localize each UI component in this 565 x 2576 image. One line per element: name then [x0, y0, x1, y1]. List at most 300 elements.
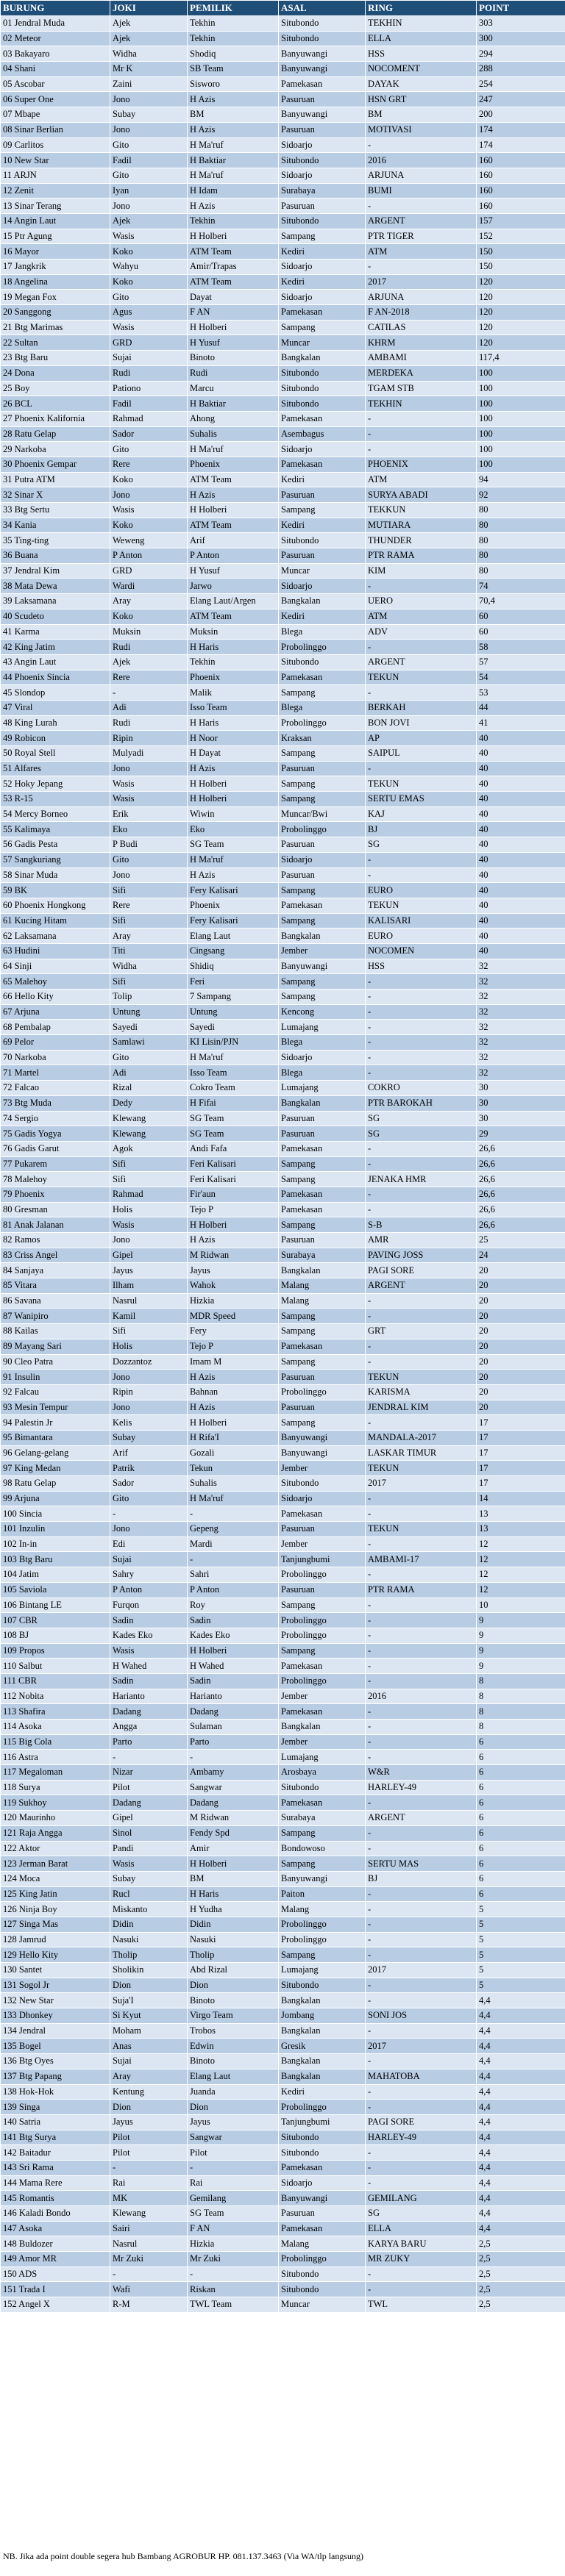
cell-pemilik: KI Lisin/PJN [188, 1035, 279, 1051]
table-row [1, 1370, 565, 1385]
cell-ring: - [366, 1917, 477, 1932]
cell-asal: Malang [279, 1902, 366, 1917]
cell-ring: - [366, 1932, 477, 1947]
table-row [1, 1004, 565, 1020]
cell-asal: Sidoarjo [279, 137, 366, 153]
cell-joki: Tholip [110, 1947, 188, 1963]
cell-point: 40 [477, 867, 565, 883]
cell-ring: - [366, 1035, 477, 1051]
cell-asal: Kencong [279, 1004, 366, 1020]
cell-ring: MANDALA-2017 [366, 1430, 477, 1445]
cell-burung: 152 Angel X [1, 2297, 110, 2313]
cell-joki: Sujai [110, 2054, 188, 2069]
cell-pemilik: Fery Kalisari [188, 913, 279, 929]
cell-point: 14 [477, 1491, 565, 1506]
cell-joki: Aray [110, 929, 188, 944]
table-row [1, 1506, 565, 1522]
cell-ring: TEKHIN [366, 396, 477, 412]
cell-point: 6 [477, 1734, 565, 1750]
cell-burung: 74 Sergio [1, 1111, 110, 1126]
cell-point: 4,4 [477, 2130, 565, 2145]
cell-burung: 05 Ascobar [1, 76, 110, 92]
cell-burung: 73 Btg Muda [1, 1095, 110, 1111]
cell-asal: Lumajang [279, 1020, 366, 1035]
cell-pemilik: Roy [188, 1598, 279, 1613]
cell-ring: JENDRAL KIM [366, 1400, 477, 1415]
cell-point: 32 [477, 1065, 565, 1081]
cell-ring: - [366, 761, 477, 776]
table-row [1, 1309, 565, 1324]
cell-ring: 2017 [366, 1476, 477, 1492]
cell-ring: TEKUN [366, 776, 477, 792]
cell-pemilik: Tekhin [188, 654, 279, 670]
cell-burung: 32 Sinar X [1, 487, 110, 503]
cell-point: 160 [477, 183, 565, 198]
table-row [1, 1704, 565, 1720]
table-row [1, 198, 565, 214]
cell-pemilik: H Ma'ruf [188, 1050, 279, 1065]
table-row [1, 1567, 565, 1583]
table-row [1, 2145, 565, 2161]
cell-asal: Bangkalan [279, 1720, 366, 1735]
cell-asal: Bangkalan [279, 1095, 366, 1111]
cell-pemilik: Binoto [188, 1993, 279, 2008]
cell-pemilik: Cingsang [188, 943, 279, 959]
cell-pemilik: Muksin [188, 624, 279, 640]
cell-joki: Gito [110, 290, 188, 305]
cell-point: 6 [477, 1886, 565, 1902]
table-row [1, 365, 565, 381]
cell-ring: - [366, 2282, 477, 2297]
cell-joki: Rucl [110, 1886, 188, 1902]
table-row [1, 563, 565, 579]
cell-point: 30 [477, 1095, 565, 1111]
table-row [1, 1659, 565, 1674]
table-row [1, 929, 565, 944]
cell-asal: Situbondo [279, 533, 366, 548]
cell-ring: GRT [366, 1324, 477, 1339]
cell-pemilik: H Yusuf [188, 563, 279, 579]
cell-asal: Probolinggo [279, 2252, 366, 2267]
cell-joki: P Anton [110, 1582, 188, 1598]
cell-asal: Muncar [279, 2297, 366, 2313]
cell-ring: - [366, 1825, 477, 1841]
cell-pemilik: H Azis [188, 1400, 279, 1415]
table-row [1, 1765, 565, 1781]
cell-point: 12 [477, 1567, 565, 1583]
cell-point: 5 [477, 1917, 565, 1932]
cell-point: 20 [477, 1278, 565, 1294]
cell-burung: 99 Arjuna [1, 1491, 110, 1506]
cell-burung: 126 Ninja Boy [1, 1902, 110, 1917]
table-row [1, 2297, 565, 2313]
cell-burung: 137 Btg Papang [1, 2069, 110, 2084]
cell-point: 32 [477, 1020, 565, 1035]
header-burung: BURUNG [1, 1, 110, 16]
cell-ring: HARLEY-49 [366, 1780, 477, 1795]
cell-point: 152 [477, 229, 565, 244]
cell-joki: Wahyu [110, 260, 188, 275]
cell-asal: Situbondo [279, 381, 366, 396]
cell-ring: PTR RAMA [366, 548, 477, 564]
cell-ring: - [366, 442, 477, 457]
cell-ring: - [366, 852, 477, 867]
cell-point: 4,4 [477, 2114, 565, 2130]
cell-pemilik: H Azis [188, 761, 279, 776]
cell-point: 12 [477, 1536, 565, 1552]
cell-asal: Sidoarjo [279, 290, 366, 305]
table-row [1, 244, 565, 260]
cell-asal: Sidoarjo [279, 168, 366, 183]
header-row [1, 1, 565, 16]
table-row [1, 2039, 565, 2054]
cell-burung: 69 Pelor [1, 1035, 110, 1051]
cell-point: 30 [477, 1111, 565, 1126]
cell-burung: 10 New Star [1, 153, 110, 168]
cell-asal: Probolinggo [279, 1932, 366, 1947]
table-row [1, 2221, 565, 2236]
table-row [1, 1430, 565, 1445]
cell-asal: Bangkalan [279, 2069, 366, 2084]
cell-joki: Rere [110, 457, 188, 472]
cell-point: 100 [477, 396, 565, 412]
table-row [1, 959, 565, 974]
cell-pemilik: H Haris [188, 1886, 279, 1902]
cell-joki: Koko [110, 518, 188, 533]
cell-joki: Wasis [110, 1643, 188, 1659]
cell-point: 4,4 [477, 2100, 565, 2115]
cell-pemilik: Ambamy [188, 1765, 279, 1781]
cell-point: 20 [477, 1309, 565, 1324]
cell-asal: Jombang [279, 2008, 366, 2024]
cell-ring: MERDEKA [366, 365, 477, 381]
table-row [1, 1278, 565, 1294]
cell-joki: Jono [110, 1370, 188, 1385]
cell-ring: - [366, 1704, 477, 1720]
cell-asal: Pasuruan [279, 198, 366, 214]
cell-burung: 122 Aktor [1, 1841, 110, 1856]
cell-joki: Kades Eko [110, 1628, 188, 1643]
cell-pemilik: Gemilang [188, 2191, 279, 2206]
cell-ring: - [366, 685, 477, 701]
cell-burung: 47 Viral [1, 700, 110, 715]
cell-joki: Rudi [110, 640, 188, 655]
cell-point: 80 [477, 533, 565, 548]
cell-burung: 64 Sinji [1, 959, 110, 974]
cell-point: 53 [477, 685, 565, 701]
header-ring: RING [366, 1, 477, 16]
cell-ring: - [366, 1065, 477, 1081]
cell-pemilik: P Anton [188, 1582, 279, 1598]
cell-point: 40 [477, 883, 565, 898]
cell-asal: Surabaya [279, 1248, 366, 1263]
cell-asal: Sampang [279, 792, 366, 807]
cell-pemilik: Wahok [188, 1278, 279, 1294]
cell-joki: Jono [110, 867, 188, 883]
table-row [1, 1795, 565, 1811]
cell-ring: CATILAS [366, 320, 477, 335]
cell-burung: 95 Bimantara [1, 1430, 110, 1445]
table-row [1, 2023, 565, 2039]
cell-asal: Lumajang [279, 1081, 366, 1096]
cell-joki: Untung [110, 1004, 188, 1020]
cell-point: 4,4 [477, 2160, 565, 2175]
cell-burung: 71 Martel [1, 1065, 110, 1081]
cell-point: 25 [477, 1233, 565, 1248]
table-row [1, 685, 565, 701]
cell-joki: Parto [110, 1734, 188, 1750]
table-row [1, 640, 565, 655]
cell-pemilik: Amir/Trapas [188, 260, 279, 275]
cell-asal: Paiton [279, 1886, 366, 1902]
table-row [1, 1248, 565, 1263]
table-row [1, 2252, 565, 2267]
cell-point: 4,4 [477, 2206, 565, 2222]
cell-ring: BJ [366, 1871, 477, 1886]
cell-asal: Bangkalan [279, 929, 366, 944]
cell-point: 5 [477, 1902, 565, 1917]
cell-joki: Jayus [110, 2114, 188, 2130]
cell-ring: - [366, 2160, 477, 2175]
cell-pemilik: H Idam [188, 183, 279, 198]
table-row [1, 1126, 565, 1142]
cell-burung: 53 R-15 [1, 792, 110, 807]
cell-pemilik: H Azis [188, 487, 279, 503]
cell-pemilik: Sulaman [188, 1720, 279, 1735]
cell-burung: 103 Btg Baru [1, 1552, 110, 1567]
header-point: POINT [477, 1, 565, 16]
cell-burung: 100 Sincia [1, 1506, 110, 1522]
table-row [1, 1156, 565, 1172]
cell-ring: - [366, 1156, 477, 1172]
cell-asal: Lumajang [279, 1963, 366, 1978]
cell-asal: Kediri [279, 609, 366, 624]
cell-asal: Kediri [279, 472, 366, 487]
cell-asal: Pasuruan [279, 2206, 366, 2222]
cell-pemilik: H Azis [188, 1370, 279, 1385]
cell-joki: Sifi [110, 883, 188, 898]
cell-point: 40 [477, 913, 565, 929]
table-row [1, 1825, 565, 1841]
cell-burung: 108 BJ [1, 1628, 110, 1643]
cell-burung: 89 Mayang Sari [1, 1339, 110, 1354]
cell-joki: Agus [110, 305, 188, 321]
cell-pemilik: Kades Eko [188, 1628, 279, 1643]
cell-asal: Sampang [279, 320, 366, 335]
cell-point: 200 [477, 107, 565, 123]
cell-joki: Sayedi [110, 1020, 188, 1035]
cell-ring: F AN-2018 [366, 305, 477, 321]
table-row [1, 1811, 565, 1826]
cell-pemilik: H Noor [188, 731, 279, 746]
cell-burung: 86 Savana [1, 1293, 110, 1309]
cell-point: 26,6 [477, 1217, 565, 1233]
cell-asal: Pamekasan [279, 411, 366, 426]
cell-burung: 131 Sogol Jr [1, 1978, 110, 1993]
cell-ring: DAYAK [366, 76, 477, 92]
cell-pemilik: Mardi [188, 1536, 279, 1552]
cell-burung: 119 Sukhoy [1, 1795, 110, 1811]
cell-burung: 54 Mercy Borneo [1, 806, 110, 822]
cell-joki: Wasis [110, 320, 188, 335]
table-row [1, 2008, 565, 2024]
cell-joki: Rizal [110, 1081, 188, 1096]
cell-asal: Kediri [279, 2084, 366, 2100]
cell-pemilik: H Holberi [188, 1415, 279, 1431]
cell-pemilik: Suhalis [188, 1476, 279, 1492]
cell-asal: Sampang [279, 1354, 366, 1370]
cell-ring: TEKKUN [366, 503, 477, 518]
table-row [1, 426, 565, 442]
cell-asal: Sampang [279, 1156, 366, 1172]
cell-burung: 37 Jendral Kim [1, 563, 110, 579]
cell-pemilik: Harianto [188, 1689, 279, 1704]
header-joki: JOKI [110, 1, 188, 16]
cell-burung: 145 Romantis [1, 2191, 110, 2206]
cell-burung: 30 Phoenix Gempar [1, 457, 110, 472]
table-row [1, 1552, 565, 1567]
cell-joki: GRD [110, 563, 188, 579]
cell-pemilik: BM [188, 107, 279, 123]
cell-point: 9 [477, 1613, 565, 1628]
cell-joki: Pilot [110, 1780, 188, 1795]
cell-pemilik: Isso Team [188, 700, 279, 715]
cell-ring: - [366, 1659, 477, 1674]
cell-pemilik: MDR Speed [188, 1309, 279, 1324]
cell-joki: Iyan [110, 183, 188, 198]
cell-pemilik: ATM Team [188, 472, 279, 487]
table-row [1, 1415, 565, 1431]
cell-asal: Pamekasan [279, 305, 366, 321]
cell-pemilik: Juanda [188, 2084, 279, 2100]
cell-ring: KARYA BARU [366, 2236, 477, 2252]
table-row [1, 1461, 565, 1476]
cell-burung: 147 Asoka [1, 2221, 110, 2236]
cell-joki: Koko [110, 274, 188, 290]
cell-burung: 16 Mayor [1, 244, 110, 260]
cell-asal: Sidoarjo [279, 260, 366, 275]
table-row [1, 1050, 565, 1065]
table-row [1, 1932, 565, 1947]
cell-burung: 83 Criss Angel [1, 1248, 110, 1263]
cell-ring: - [366, 1293, 477, 1309]
cell-point: 80 [477, 548, 565, 564]
cell-burung: 81 Anak Jalanan [1, 1217, 110, 1233]
cell-ring: ELLA [366, 2221, 477, 2236]
cell-joki: Dedy [110, 1095, 188, 1111]
cell-joki: Nizar [110, 1765, 188, 1781]
cell-burung: 142 Baitadur [1, 2145, 110, 2161]
cell-point: 17 [477, 1476, 565, 1492]
cell-ring: - [366, 1567, 477, 1583]
cell-ring: 2016 [366, 153, 477, 168]
cell-burung: 67 Arjuna [1, 1004, 110, 1020]
cell-ring: ARGENT [366, 1811, 477, 1826]
cell-ring: GEMILANG [366, 2191, 477, 2206]
cell-point: 26,6 [477, 1187, 565, 1202]
cell-ring: - [366, 260, 477, 275]
cell-pemilik: Dion [188, 1978, 279, 1993]
cell-point: 160 [477, 198, 565, 214]
table-row [1, 472, 565, 487]
cell-ring: AMBAMI [366, 351, 477, 366]
cell-asal: Sidoarjo [279, 442, 366, 457]
cell-asal: Sidoarjo [279, 1050, 366, 1065]
cell-burung: 09 Carlitos [1, 137, 110, 153]
table-row [1, 1233, 565, 1248]
table-row [1, 1400, 565, 1415]
cell-asal: Pasuruan [279, 761, 366, 776]
table-row [1, 700, 565, 715]
cell-asal: Pasuruan [279, 867, 366, 883]
cell-joki: Pationo [110, 381, 188, 396]
cell-joki: Dion [110, 1978, 188, 1993]
cell-asal: Banyuwangi [279, 46, 366, 62]
table-row [1, 715, 565, 731]
cell-joki: Subay [110, 1871, 188, 1886]
cell-point: 32 [477, 959, 565, 974]
table-row [1, 274, 565, 290]
cell-burung: 120 Maurinho [1, 1811, 110, 1826]
cell-asal: Pasuruan [279, 1582, 366, 1598]
cell-joki: Mr Zuki [110, 2252, 188, 2267]
cell-burung: 140 Satria [1, 2114, 110, 2130]
cell-burung: 141 Btg Surya [1, 2130, 110, 2145]
cell-asal: Pasuruan [279, 92, 366, 107]
table-row [1, 122, 565, 137]
table-row [1, 2191, 565, 2206]
cell-pemilik: Suhalis [188, 426, 279, 442]
cell-burung: 123 Jerman Barat [1, 1856, 110, 1872]
table-row [1, 1947, 565, 1963]
cell-asal: Pamekasan [279, 1202, 366, 1217]
cell-burung: 150 ADS [1, 2266, 110, 2282]
cell-ring: AP [366, 731, 477, 746]
cell-pemilik: H Ma'ruf [188, 137, 279, 153]
cell-burung: 91 Insulin [1, 1370, 110, 1385]
cell-ring: - [366, 1947, 477, 1963]
cell-joki: Jono [110, 761, 188, 776]
cell-burung: 28 Ratu Gelap [1, 426, 110, 442]
cell-asal: Jember [279, 1461, 366, 1476]
cell-point: 120 [477, 290, 565, 305]
table-row [1, 654, 565, 670]
cell-joki: Rahmad [110, 411, 188, 426]
cell-point: 120 [477, 335, 565, 351]
cell-point: 26,6 [477, 1156, 565, 1172]
cell-pemilik: - [188, 1506, 279, 1522]
cell-burung: 65 Malehoy [1, 974, 110, 990]
cell-point: 60 [477, 624, 565, 640]
table-row [1, 305, 565, 321]
cell-pemilik: Untung [188, 1004, 279, 1020]
cell-asal: Jember [279, 943, 366, 959]
cell-asal: Pamekasan [279, 1704, 366, 1720]
cell-burung: 116 Astra [1, 1750, 110, 1765]
cell-pemilik: Imam M [188, 1354, 279, 1370]
table-row [1, 761, 565, 776]
cell-ring: 2016 [366, 1689, 477, 1704]
cell-ring: HSN GRT [366, 92, 477, 107]
cell-point: 247 [477, 92, 565, 107]
cell-joki: Samlawi [110, 1035, 188, 1051]
cell-ring: ARGENT [366, 1278, 477, 1294]
cell-point: 2,5 [477, 2236, 565, 2252]
cell-ring: - [366, 1309, 477, 1324]
cell-asal: Pasuruan [279, 1522, 366, 1537]
cell-burung: 14 Angin Laut [1, 213, 110, 229]
cell-asal: Pamekasan [279, 2221, 366, 2236]
